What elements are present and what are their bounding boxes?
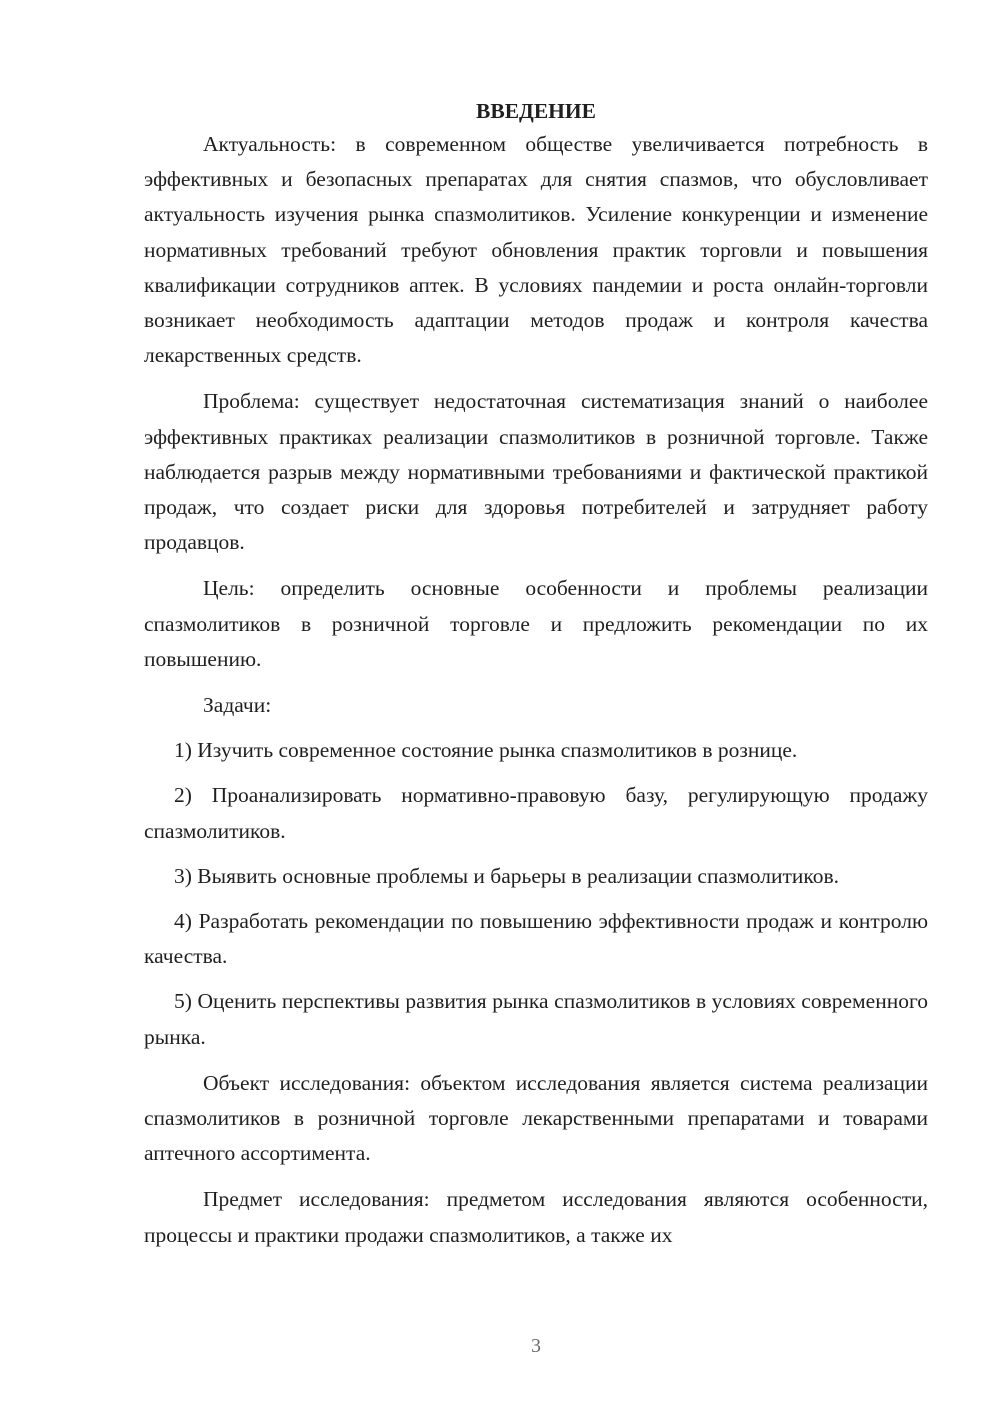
page-title: ВВЕДЕНИЕ (476, 99, 596, 123)
task-item-2: 2) Проанализировать нормативно-правовую базу, регулирующую продажу спазмолитиков. (144, 783, 928, 843)
tasks-heading: Задачи: (203, 693, 272, 718)
paragraph-subject: Предмет исследования: предметом исследования являются особенности, процессы и практики продажи спазмолитиков, а также их (144, 1187, 928, 1247)
page-number: 3 (531, 1335, 541, 1357)
paragraph-goal: Цель: определить основные особенности и проблемы реализации спазмолитиков в розничной торговле и предложить рекомендации по их повышению. (144, 576, 928, 671)
paragraph-object: Объект исследования: объектом исследования является система реализации спазмолитиков в розничной торговле лекарственными препаратами и товарами аптечного ассортимента. (144, 1070, 928, 1166)
task-item-3: 3) Выявить основные проблемы и барьеры в реализации спазмолитиков. (174, 863, 840, 888)
paragraph-problem: Проблема: существует недостаточная систематизация знаний о наиболее эффективных практиках реализации спазмолитиков в розничной торговле. Также наблюдается разрыв между нормативными требованиями и фактической практикой продаж, что создает риски для здоровья потребителей и затрудняет работу продавцов. (144, 389, 928, 555)
task-item-5: 5) Оценить перспективы развития рынка спазмолитиков в условиях современного рынка. (144, 989, 928, 1049)
document-body (144, 95, 928, 1253)
task-item-4: 4) Разработать рекомендации по повышению эффективности продаж и контролю качества. (144, 909, 928, 969)
paragraph-relevance: Актуальность: в современном обществе увеличивается потребность в эффективных и безопасных препаратах для снятия спазмов, что обусловливает актуальность изучения рынка спазмолитиков. Усиление конкуренции и изменение нормативных требований требуют обновления практик торговли и повышения квалификации сотрудников аптек. В условиях пандемии и роста онлайн-торговли возникает необходимость адаптации методов продаж и контроля качества лекарственных средств. (144, 132, 928, 368)
task-item-1: 1) Изучить современное состояние рынка спазмолитиков в рознице. (174, 738, 798, 763)
